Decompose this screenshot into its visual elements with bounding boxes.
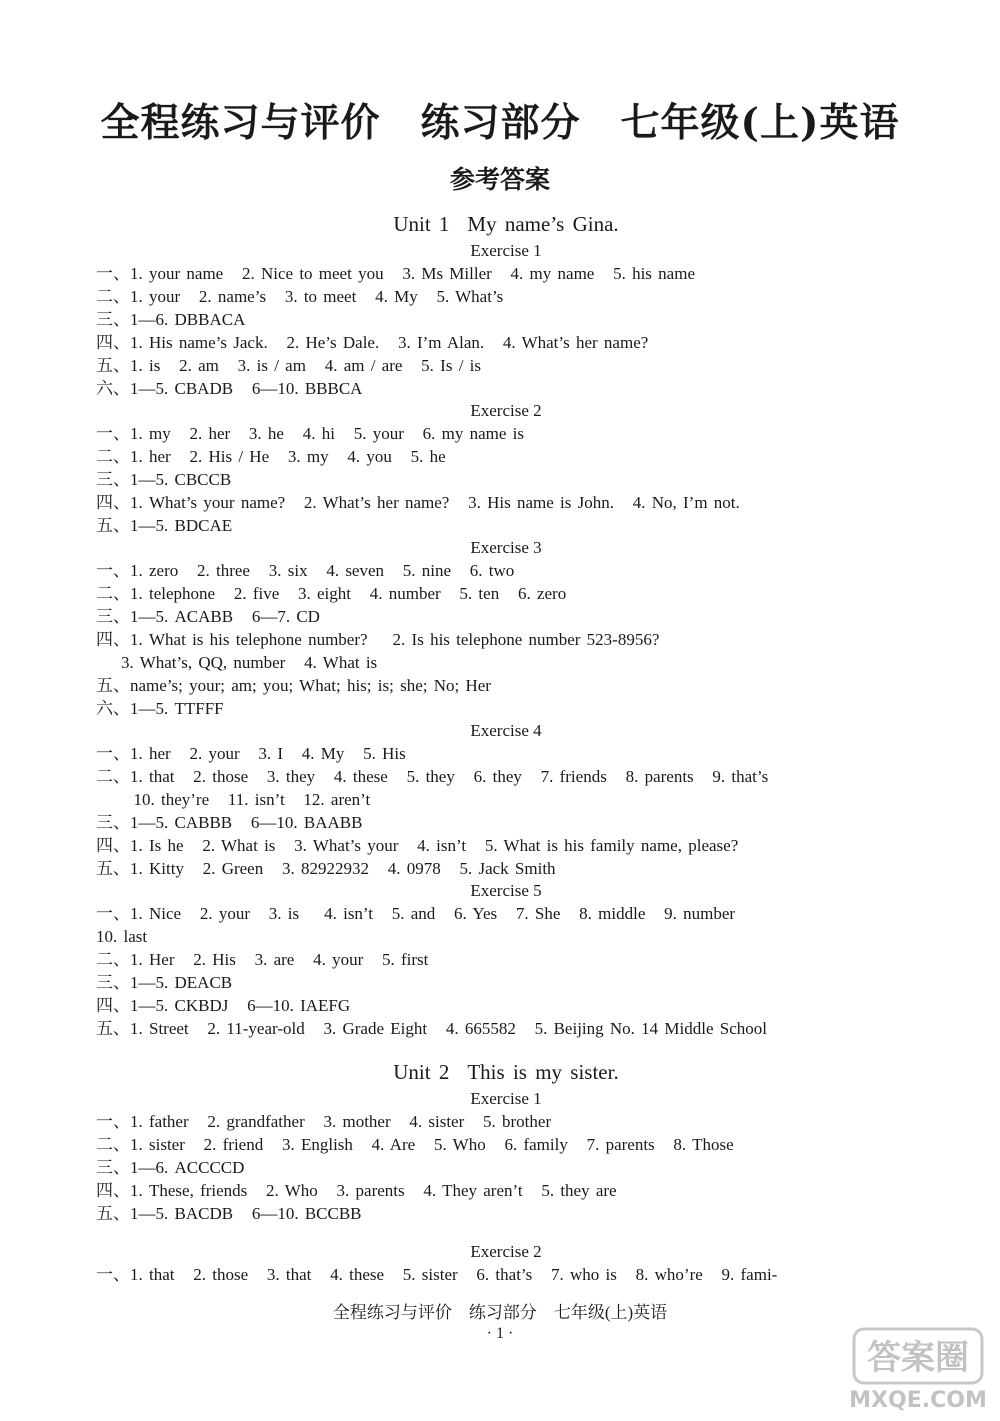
exercise-heading: Exercise 1 (470, 241, 542, 260)
unit-label: Unit 2 (393, 1060, 450, 1084)
answer-line: 五、1—5. BDCAE (96, 516, 233, 535)
unit-label: Unit 1 (393, 212, 450, 236)
exercise-heading: Exercise 2 (470, 1242, 542, 1261)
answer-line: 二、1. Her 2. His 3. are 4. your 5. first (96, 950, 429, 969)
answer-line: 四、1. His name’s Jack. 2. He’s Dale. 3. I’m Alan. 4. What’s her name? (96, 333, 649, 352)
answer-line: 三、1—6. DBBACA (96, 310, 246, 329)
answer-line: 五、name’s; your; am; you; What; his; is; she; No; Her (96, 676, 491, 695)
answer-line: 一、1. zero 2. three 3. six 4. seven 5. nine 6. two (96, 561, 515, 580)
answer-line: 四、1—5. CKBDJ 6—10. IAEFG (96, 996, 351, 1015)
page-title: 全程练习与评价 练习部分 七年级(上)英语 (100, 100, 900, 146)
answer-line: 五、1. Street 2. 11-year-old 3. Grade Eight 4. 665582 5. Beijing No. 14 Middle School (96, 1019, 767, 1038)
exercise-heading: Exercise 1 (470, 1089, 542, 1108)
answer-line: 二、1. her 2. His / He 3. my 4. you 5. he (96, 447, 446, 466)
page-subtitle: 参考答案 (449, 165, 550, 194)
exercise-heading: Exercise 5 (470, 881, 542, 900)
answer-line: 五、1. is 2. am 3. is / am 4. am / are 5. Is / is (96, 356, 482, 375)
answer-line: 一、1. that 2. those 3. that 4. these 5. sister 6. that’s 7. who is 8. who’re 9. fami- (96, 1265, 778, 1284)
answer-line: 二、1. that 2. those 3. they 4. these 5. they 6. they 7. friends 8. parents 9. that’s (96, 767, 769, 786)
exercise-heading: Exercise 3 (470, 538, 542, 557)
watermark-text-cn: 答案圈 (867, 1338, 969, 1378)
answer-line: 一、1. my 2. her 3. he 4. hi 5. your 6. my name is (96, 424, 524, 443)
answer-line: 一、1. your name 2. Nice to meet you 3. Ms Miller 4. my name 5. his name (96, 264, 695, 283)
unit-heading (96, 208, 916, 240)
answer-line: 二、1. telephone 2. five 3. eight 4. number 5. ten 6. zero (96, 584, 567, 603)
answer-line: 一、1. father 2. grandfather 3. mother 4. sister 5. brother (96, 1112, 552, 1131)
answer-line: 四、1. These, friends 2. Who 3. parents 4. They aren’t 5. they are (96, 1181, 617, 1200)
answer-line: 二、1. sister 2. friend 3. English 4. Are 5. Who 6. family 7. parents 8. Those (96, 1135, 734, 1154)
answer-line: 三、1—5. DEACB (96, 973, 233, 992)
watermark-text-en: MXQE.COM (849, 1388, 987, 1413)
answer-line: 六、1—5. CBADB 6—10. BBBCA (96, 379, 363, 398)
answer-line: 四、1. What’s your name? 2. What’s her name? 3. His name is John. 4. No, I’m not. (96, 493, 740, 512)
answer-line: 二、1. your 2. name’s 3. to meet 4. My 5. What’s (96, 287, 504, 306)
answer-content (96, 208, 916, 1286)
answer-line: 3. What’s, QQ, number 4. What is (96, 653, 378, 672)
answer-line: 三、1—5. CBCCB (96, 470, 232, 489)
answer-line: 10. last (96, 927, 148, 946)
exercise-heading: Exercise 4 (470, 721, 542, 740)
unit-title: This is my sister. (467, 1060, 619, 1084)
answer-line: 一、1. her 2. your 3. I 4. My 5. His (96, 744, 406, 763)
answer-line: 五、1. Kitty 2. Green 3. 82922932 4. 0978 5. Jack Smith (96, 859, 556, 878)
answer-line: 三、1—6. ACCCCD (96, 1158, 245, 1177)
answer-line: 10. they’re 11. isn’t 12. aren’t (96, 790, 371, 809)
answer-line: 三、1—5. ACABB 6—7. CD (96, 607, 320, 626)
exercise-heading: Exercise 2 (470, 401, 542, 420)
answer-line: 五、1—5. BACDB 6—10. BCCBB (96, 1204, 362, 1223)
unit-title: My name’s Gina. (467, 212, 619, 236)
page-number: · 1 · (486, 1325, 514, 1342)
answer-line: 四、1. What is his telephone number? 2. Is his telephone number 523-8956? (96, 630, 660, 649)
answer-line: 四、1. Is he 2. What is 3. What’s your 4. isn’t 5. What is his family name, please? (96, 836, 739, 855)
answer-line: 一、1. Nice 2. your 3. is 4. isn’t 5. and 6. Yes 7. She 8. middle 9. number (96, 904, 736, 923)
unit-heading (96, 1056, 916, 1088)
page-footer: 全程练习与评价 练习部分 七年级(上)英语 (332, 1303, 668, 1322)
watermark-logo (848, 1325, 988, 1415)
answer-line: 六、1—5. TTFFF (96, 699, 224, 718)
answer-line: 三、1—5. CABBB 6—10. BAABB (96, 813, 363, 832)
